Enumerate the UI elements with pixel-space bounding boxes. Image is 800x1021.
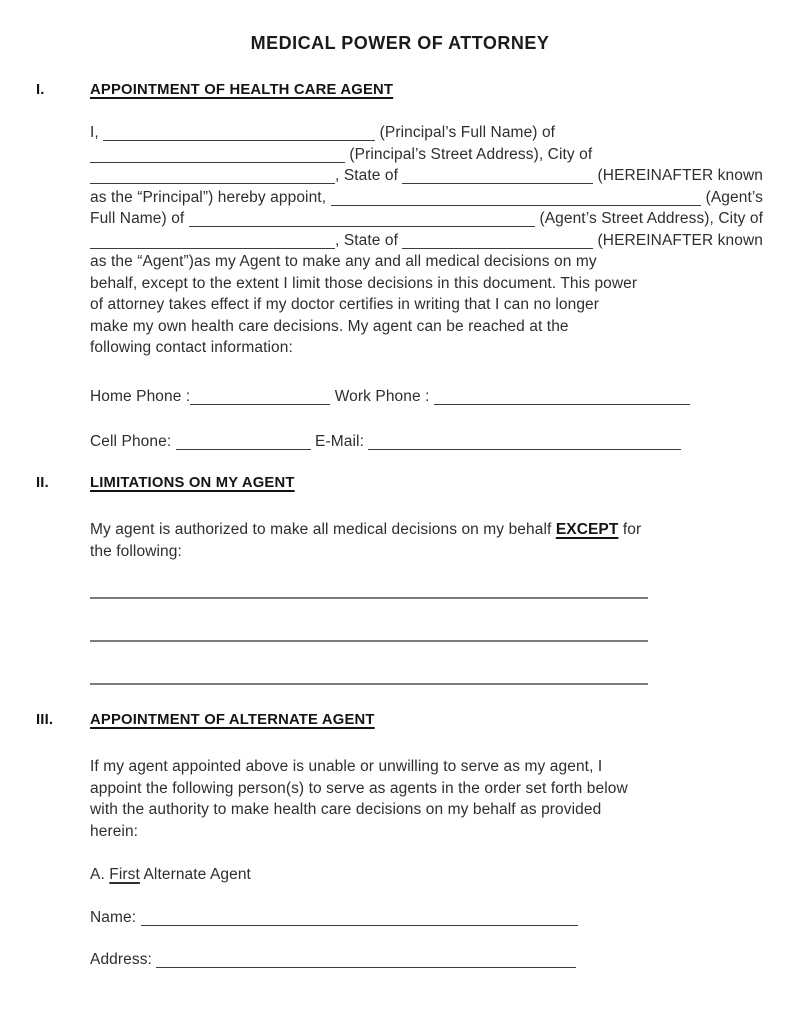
text-run: E-Mail: [310, 433, 369, 450]
principal-appointment-paragraph [90, 122, 763, 359]
text-run: My agent is authorized to make all medical decisions on my behalf [90, 521, 556, 538]
cell-phone-blank[interactable] [176, 431, 311, 450]
section-3-title: APPOINTMENT OF ALTERNATE AGENT [90, 712, 375, 728]
text-run: (Principal’s Street Address), City of [345, 145, 593, 163]
contact-row-cell-email [90, 431, 763, 453]
home-phone-blank[interactable] [190, 386, 330, 405]
alternate-agent-name-blank[interactable] [141, 907, 578, 926]
text-run: as the “Agent”)as my Agent to make any and all medical decisions on my [90, 253, 597, 270]
text-run: (Agent’s Street Address), City of [535, 210, 763, 227]
limitations-write-in-line-2[interactable] [90, 640, 648, 642]
text-run: EXCEPT [555, 521, 619, 538]
section-2-number: II. [36, 475, 49, 491]
section-3-number: III. [36, 712, 54, 728]
text-run: Cell Phone: [90, 433, 176, 450]
limitations-paragraph [90, 519, 763, 562]
text-run: Full Name) of [90, 210, 189, 227]
agent-city-blank[interactable] [90, 230, 335, 249]
text-run: for [618, 521, 642, 538]
alternate-agent-paragraph [90, 756, 763, 842]
first-alternate-agent-label [90, 864, 763, 886]
text-run: Work Phone : [330, 388, 434, 405]
section-2-heading-row [36, 473, 764, 495]
text-run: Name: [90, 909, 141, 926]
text-run: I, [90, 124, 104, 141]
text-run: Alternate Agent [139, 866, 251, 883]
text-run: appoint the following person(s) to serve as agents in the order set forth below [90, 779, 628, 797]
text-run: with the authority to make health care decisions on my behalf as provided [90, 801, 602, 818]
text-run: (Principal’s Full Name) of [375, 124, 556, 141]
text-run: Home Phone : [90, 388, 191, 405]
text-run: A. [90, 866, 110, 883]
work-phone-blank[interactable] [434, 386, 690, 405]
text-run: Address: [90, 951, 157, 968]
alternate-agent-name-row [90, 907, 763, 929]
text-run: as the “Principal”) hereby appoint, [90, 188, 331, 206]
principal-state-blank[interactable] [402, 165, 593, 184]
text-run: of attorney takes effect if my doctor certifies in writing that I can no longer [90, 296, 600, 313]
agent-street-address-blank[interactable] [189, 208, 535, 227]
limitations-write-in-line-1[interactable] [90, 597, 648, 599]
text-run: (Agent’s [701, 188, 763, 206]
agent-state-blank[interactable] [402, 230, 593, 249]
text-run: (HEREINAFTER known [593, 231, 763, 249]
agent-full-name-blank[interactable] [331, 187, 702, 206]
limitations-write-in-line-3[interactable] [90, 683, 648, 685]
text-run: , State of [335, 231, 403, 249]
email-blank[interactable] [368, 431, 681, 450]
principal-street-address-blank[interactable] [90, 144, 345, 163]
principal-full-name-blank[interactable] [103, 122, 375, 141]
text-run: (HEREINAFTER known [593, 167, 763, 184]
text-run: First [109, 866, 140, 883]
text-run: herein: [90, 822, 139, 840]
contact-row-home-work [90, 386, 763, 408]
text-run: following contact information: [90, 339, 293, 356]
principal-city-blank[interactable] [90, 165, 335, 184]
text-run: behalf, except to the extent I limit those decisions in this document. This power [90, 274, 638, 292]
section-1-heading-row [36, 80, 764, 102]
section-3-heading-row [36, 710, 764, 732]
document-title: MEDICAL POWER OF ATTORNEY [250, 33, 550, 53]
section-1-title: APPOINTMENT OF HEALTH CARE AGENT [90, 82, 394, 98]
text-run: the following: [90, 542, 182, 560]
text-run: , State of [335, 167, 403, 184]
text-run: make my own health care decisions. My agent can be reached at the [90, 317, 569, 335]
text-run: If my agent appointed above is unable or unwilling to serve as my agent, I [90, 758, 603, 775]
section-1-number: I. [36, 82, 45, 98]
section-2-title: LIMITATIONS ON MY AGENT [90, 475, 295, 491]
alternate-agent-address-row [90, 949, 763, 971]
alternate-agent-address-blank[interactable] [156, 949, 576, 968]
